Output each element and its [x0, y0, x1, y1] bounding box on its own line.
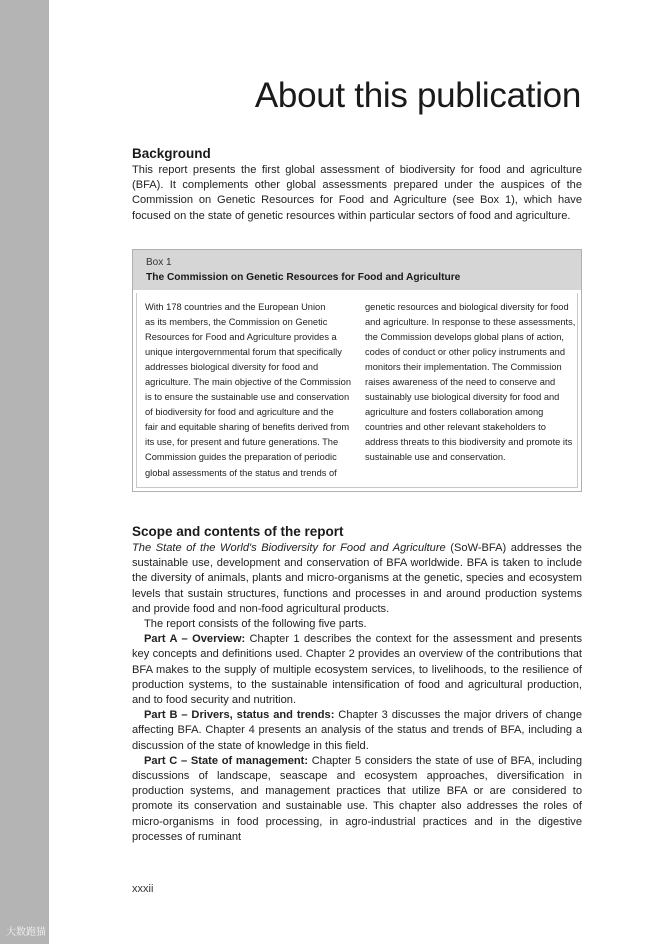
part-c-text: Chapter 5 considers the state of use of BFA, including discussions of landscape, seascape and ecosystem approaches, diversification in production systems, and management practices that utilize BFA or are considered to promote its conservation and sustainable use. This chapter also addresses the roles of micro-organisms in food processing, in agro-industrial practices and in the digestive processes of ruminant — [132, 754, 583, 843]
box-line: agriculture and fosters collaboration among — [365, 407, 544, 418]
report-title-italic: The State of the World's Biodiversity for Food and Agriculture — [132, 542, 446, 554]
box-line: address threats to this biodiversity and promote its — [365, 437, 573, 448]
box-body — [136, 293, 578, 488]
box-line: agriculture. The main objective of the Commission — [145, 377, 352, 388]
box-line: is to ensure the sustainable use and conservation — [145, 392, 350, 403]
part-a-label: Part A – Overview: — [144, 633, 246, 646]
watermark: 大数跑猫 — [6, 927, 46, 938]
part-a-text: Chapter 1 describes the context for the assessment and presents key concepts and definitions used. Chapter 2 provides an overview of the contributions that BFA makes to the supply of multiple ecosystem services, to livelihoods, to the resilience of production systems, to the sustainable intensification of food and agricultural production, and to food security and nutrition. — [132, 633, 583, 707]
box-header — [133, 250, 581, 290]
scope-heading: Scope and contents of the report — [132, 524, 344, 539]
box-line: of biodiversity for food and agriculture and the — [145, 407, 334, 418]
box-column-left — [145, 300, 351, 487]
box-line: its use, for present and future generations. The — [145, 437, 339, 448]
side-band — [0, 0, 49, 944]
box-line: as its members, the Commission on Genetic — [145, 317, 328, 328]
scope-intro-text: (SoW-BFA) addresses the sustainable use, development and conservation of BFA worldwide. BFA is taken to include the diversity of animals, plants and micro-organisms at the genetic, species and ecosystem levels that sustain structures, functions and processes in and around production systems and provide food and non-food agricultural products. — [132, 542, 582, 615]
part-b-label: Part B – Drivers, status and trends: — [144, 709, 335, 722]
background-text: This report presents the first global assessment of biodiversity for food and agriculture (BFA). It complements other global assessments prepared under the auspices of the Commission on Genetic Resources for Food and Agriculture (see Box 1), which have focused on the state of genetic resources within particular sectors of food and agriculture. — [132, 164, 582, 222]
page-title: About this publication — [254, 76, 581, 115]
box-line: With 178 countries and the European Union — [145, 302, 326, 312]
box-line: sustainable use and conservation. — [365, 452, 506, 463]
box-column-right — [365, 300, 575, 487]
box-line: Resources for Food and Agriculture provides a — [145, 332, 337, 343]
box-line: fair and equitable sharing of benefits derived from — [145, 422, 350, 433]
box-line: countries and other relevant stakeholders to — [365, 422, 546, 433]
box-line: raises awareness of the need to conserve and — [365, 377, 556, 388]
box-line: Commission guides the preparation of periodic — [145, 452, 337, 463]
box-line: codes of conduct or other policy instruments and — [365, 347, 566, 358]
part-b-text: Chapter 3 discusses the major drivers of change affecting BFA. Chapter 4 presents an analysis of the status and trends of BFA, including a discussion of the state of knowledge in this field. — [132, 709, 582, 752]
box-title: The Commission on Genetic Resources for Food and Agriculture — [146, 272, 461, 283]
part-b — [132, 708, 582, 754]
background-paragraph — [132, 163, 582, 224]
box-line: genetic resources and biological diversity for food — [365, 302, 569, 312]
parts-intro: The report consists of the following five parts. — [144, 618, 367, 631]
part-a — [132, 632, 582, 708]
box-line: and agriculture. In response to these assessments, — [365, 317, 576, 328]
box-line: the Commission develops global plans of action, — [365, 332, 564, 343]
page-number: xxxii — [132, 883, 154, 895]
box-line: sustainably use biological diversity for food and — [365, 392, 560, 403]
box-line: monitors their implementation. The Commission — [365, 362, 562, 373]
background-heading: Background — [132, 146, 211, 161]
scope-body — [132, 541, 582, 845]
box-1 — [132, 249, 582, 492]
box-line: global assessments of the status and trends of — [145, 467, 337, 478]
box-label: Box 1 — [146, 257, 172, 268]
part-c — [132, 754, 582, 845]
part-c-label: Part C – State of management: — [144, 754, 309, 767]
box-line: addresses biological diversity for food and — [145, 362, 319, 373]
box-line: unique intergovernmental forum that specifically — [145, 347, 342, 358]
scope-intro — [132, 541, 582, 617]
